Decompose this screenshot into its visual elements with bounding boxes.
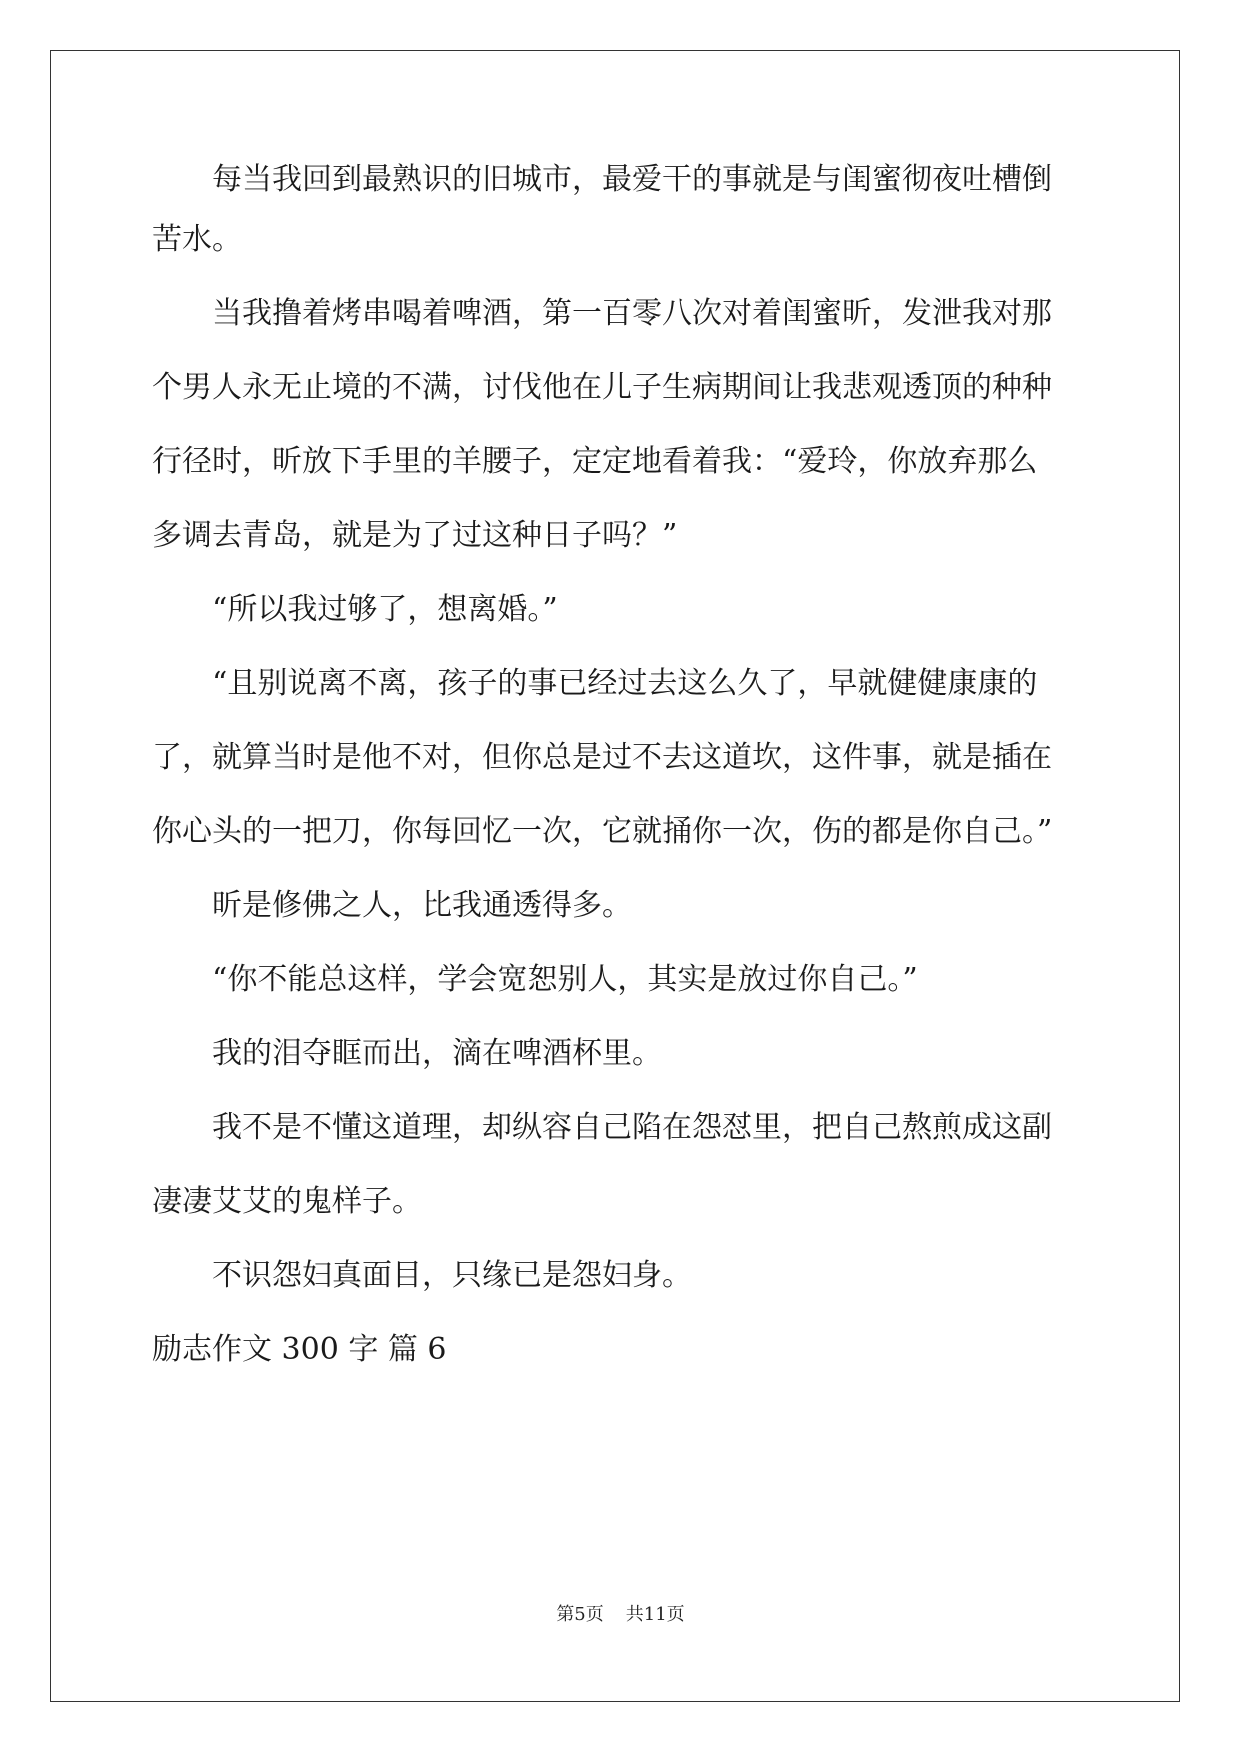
text-line: 个男人永无止境的不满，讨伐他在儿子生病期间让我悲观透顶的种种 — [152, 370, 1052, 405]
text-line: 昕是修佛之人，比我通透得多。 — [152, 888, 632, 923]
text-line: 凄凄艾艾的鬼样子。 — [152, 1184, 422, 1219]
text-line: 你心头的一把刀，你每回忆一次，它就捅你一次，伤的都是你自己。” — [152, 814, 1053, 849]
section-heading: 励志作文 300 字 篇 6 — [152, 1332, 447, 1367]
text-line: 当我撸着烤串喝着啤酒，第一百零八次对着闺蜜昕，发泄我对那 — [152, 296, 1052, 331]
page-total: 共11页 — [625, 1604, 685, 1625]
text-line: 我的泪夺眶而出，滴在啤酒杯里。 — [152, 1036, 662, 1071]
page-number: 第5页 — [556, 1604, 604, 1625]
text-line: 多调去青岛，就是为了过这种日子吗？” — [152, 518, 678, 553]
text-line: 行径时，昕放下手里的羊腰子，定定地看着我：“爱玲，你放弃那么 — [152, 444, 1038, 479]
text-line: 每当我回到最熟识的旧城市，最爱干的事就是与闺蜜彻夜吐槽倒 — [152, 162, 1052, 197]
text-line: “所以我过够了，想离婚。” — [152, 592, 558, 627]
text-line: 了，就算当时是他不对，但你总是过不去这道坎，这件事，就是插在 — [152, 740, 1052, 775]
text-line: “且别说离不离，孩子的事已经过去这么久了，早就健健康康的 — [152, 666, 1038, 701]
text-line: 我不是不懂这道理，却纵容自己陷在怨怼里，把自己熬煎成这副 — [152, 1110, 1052, 1145]
page-footer — [0, 1603, 1241, 1627]
text-line: “你不能总这样，学会宽恕别人，其实是放过你自己。” — [152, 962, 918, 997]
text-line: 不识怨妇真面目，只缘已是怨妇身。 — [152, 1258, 692, 1293]
text-line: 苦水。 — [152, 222, 242, 257]
